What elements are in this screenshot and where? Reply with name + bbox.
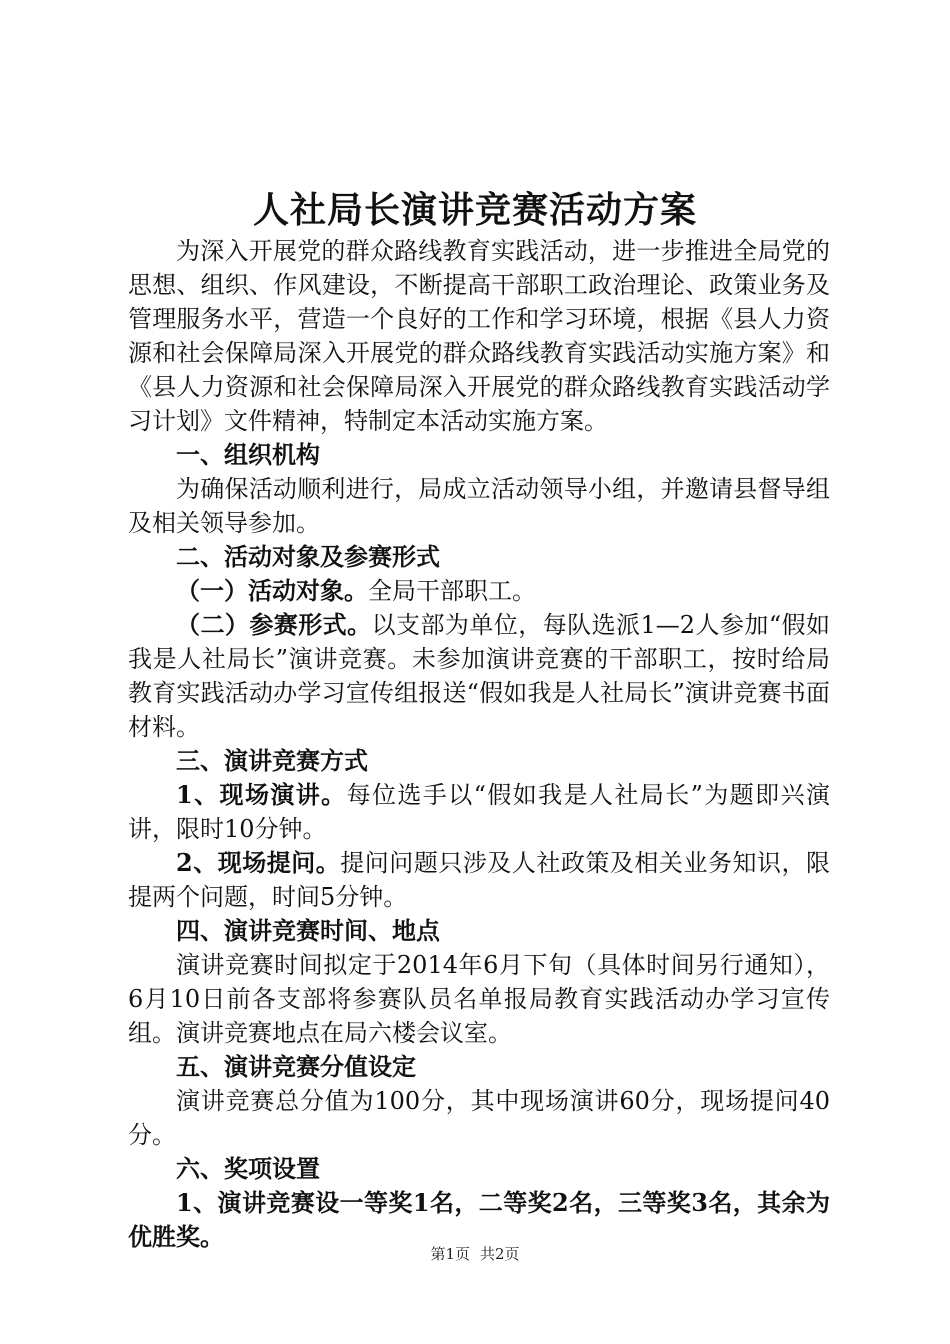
section-heading-method: 三、演讲竞赛方式 (176, 746, 368, 775)
method-item-1-label: 1、现场演讲。 (176, 780, 347, 809)
method-item-2-text: 提问问题只涉及人社政策及相关业务知识，限提两个问题，时间5分钟。 (128, 849, 830, 911)
section-heading-scoring: 五、演讲竞赛分值设定 (176, 1052, 416, 1081)
participants-item-2 (128, 608, 830, 744)
participants-item-1 (128, 574, 830, 608)
method-item-1-text: 每位选手以“假如我是人社局长”为题即兴演讲，限时10分钟。 (128, 781, 830, 843)
participants-item-2-text: 以支部为单位，每队选派1—2人参加“假如我是人社局长”演讲竞赛。未参加演讲竞赛的干部职工，按时给局教育实践活动办学习宣传组报送“假如我是人社局长”演讲竞赛书面材料。 (128, 611, 831, 741)
scoring-paragraph: 演讲竞赛总分值为100分，其中现场演讲60分，现场提问40分。 (128, 1087, 830, 1149)
method-item-1 (128, 778, 830, 846)
participants-item-1-text: 全局干部职工。 (368, 577, 536, 605)
document-body (128, 234, 830, 1254)
document-title: 人社局长演讲竞赛活动方案 (252, 189, 697, 231)
section-heading-time-place: 四、演讲竞赛时间、地点 (176, 916, 440, 945)
intro-paragraph: 为深入开展党的群众路线教育实践活动，进一步推进全局党的思想、组织、作风建设，不断提高干部职工政治理论、政策业务及管理服务水平，营造一个良好的工作和学习环境，根据《县人力资源和社会保障局深入开展党的群众路线教育实践活动实施方案》和《县人力资源和社会保障局深入开展党的群众路线教育实践活动学习计划》文件精神，特制定本活动实施方案。 (128, 237, 830, 435)
participants-item-2-label: （二）参赛形式。 (176, 610, 372, 639)
participants-item-1-label: （一）活动对象。 (176, 576, 368, 605)
organization-paragraph: 为确保活动顺利进行，局成立活动领导小组，并邀请县督导组及相关领导参加。 (128, 475, 830, 537)
awards-item-1: 1、演讲竞赛设一等奖1名，二等奖2名，三等奖3名，其余为优胜奖。 (128, 1188, 830, 1251)
method-item-2 (128, 846, 830, 914)
section-heading-organization: 一、组织机构 (176, 440, 320, 469)
time-place-paragraph: 演讲竞赛时间拟定于2014年6月下旬（具体时间另行通知），6月10日前各支部将参赛队员名单报局教育实践活动办学习宣传组。演讲竞赛地点在局六楼会议室。 (128, 951, 830, 1047)
page-footer (0, 1244, 950, 1264)
page-number: 第1页 (430, 1245, 470, 1263)
method-item-2-label: 2、现场提问。 (176, 848, 341, 877)
section-heading-awards: 六、奖项设置 (176, 1154, 320, 1183)
page-total: 共2页 (480, 1245, 520, 1263)
section-heading-participants: 二、活动对象及参赛形式 (176, 542, 440, 571)
